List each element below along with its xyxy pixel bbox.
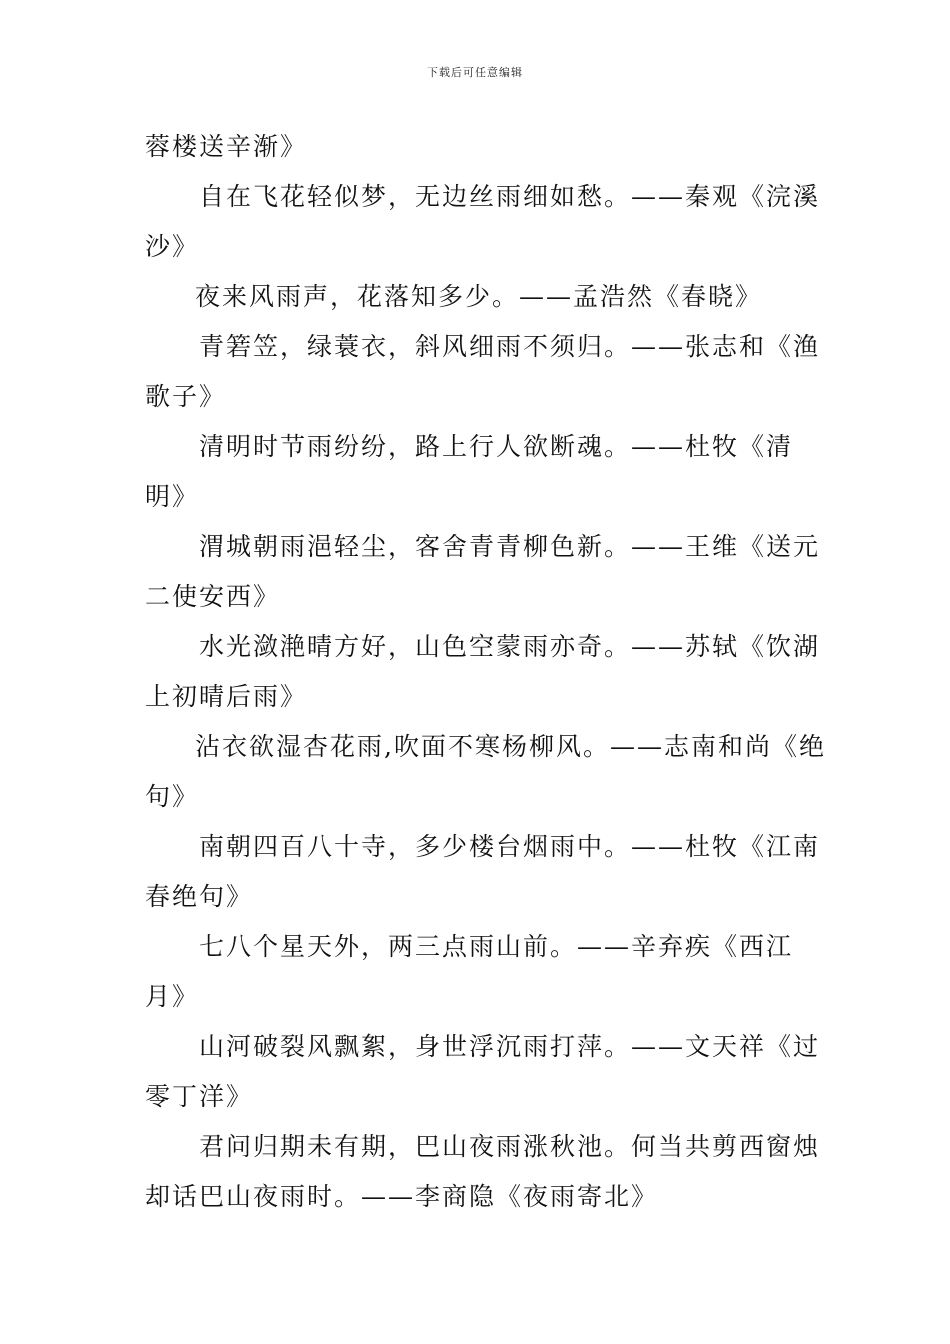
text-line: 山河破裂风飘絮，身世浮沉雨打萍。——文天祥《过 <box>199 1032 821 1061</box>
page-header: 下载后可任意编辑 <box>427 66 523 79</box>
text-line: 南朝四百八十寺，多少楼台烟雨中。——杜牧《江南 <box>199 832 821 861</box>
text-line: 七八个星天外，两三点雨山前。——辛弃疾《西江 <box>199 932 794 961</box>
text-line: 渭城朝雨浥轻尘，客舍青青柳色新。——王维《送元 <box>199 532 821 561</box>
document-body <box>145 122 826 1222</box>
text-line: 水光潋滟晴方好，山色空蒙雨亦奇。——苏轼《饮湖 <box>199 632 821 661</box>
text-line: 月》 <box>145 982 200 1011</box>
text-line: 二使安西》 <box>145 582 281 611</box>
text-line: 夜来风雨声，花落知多少。——孟浩然《春晓》 <box>195 282 763 311</box>
text-line: 青箬笠，绿蓑衣，斜风细雨不须归。——张志和《渔 <box>199 332 821 361</box>
text-line: 自在飞花轻似梦，无边丝雨细如愁。——秦观《浣溪 <box>199 182 821 211</box>
text-line: 明》 <box>145 482 200 511</box>
text-line: 沾衣欲湿杏花雨,吹面不寒杨柳风。——志南和尚《绝 <box>195 732 826 761</box>
text-line: 春绝句》 <box>145 882 254 911</box>
text-line: 歌子》 <box>145 382 227 411</box>
text-line: 沙》 <box>145 232 200 261</box>
text-line: 清明时节雨纷纷，路上行人欲断魂。——杜牧《清 <box>199 432 794 461</box>
text-line: 句》 <box>145 782 200 811</box>
text-line: 君问归期未有期，巴山夜雨涨秋池。何当共剪西窗烛 <box>199 1132 821 1161</box>
text-line: 蓉楼送辛渐》 <box>145 132 308 161</box>
text-line: 上初晴后雨》 <box>145 682 308 711</box>
text-line: 零丁洋》 <box>145 1082 254 1111</box>
text-line: 却话巴山夜雨时。——李商隐《夜雨寄北》 <box>145 1182 659 1211</box>
